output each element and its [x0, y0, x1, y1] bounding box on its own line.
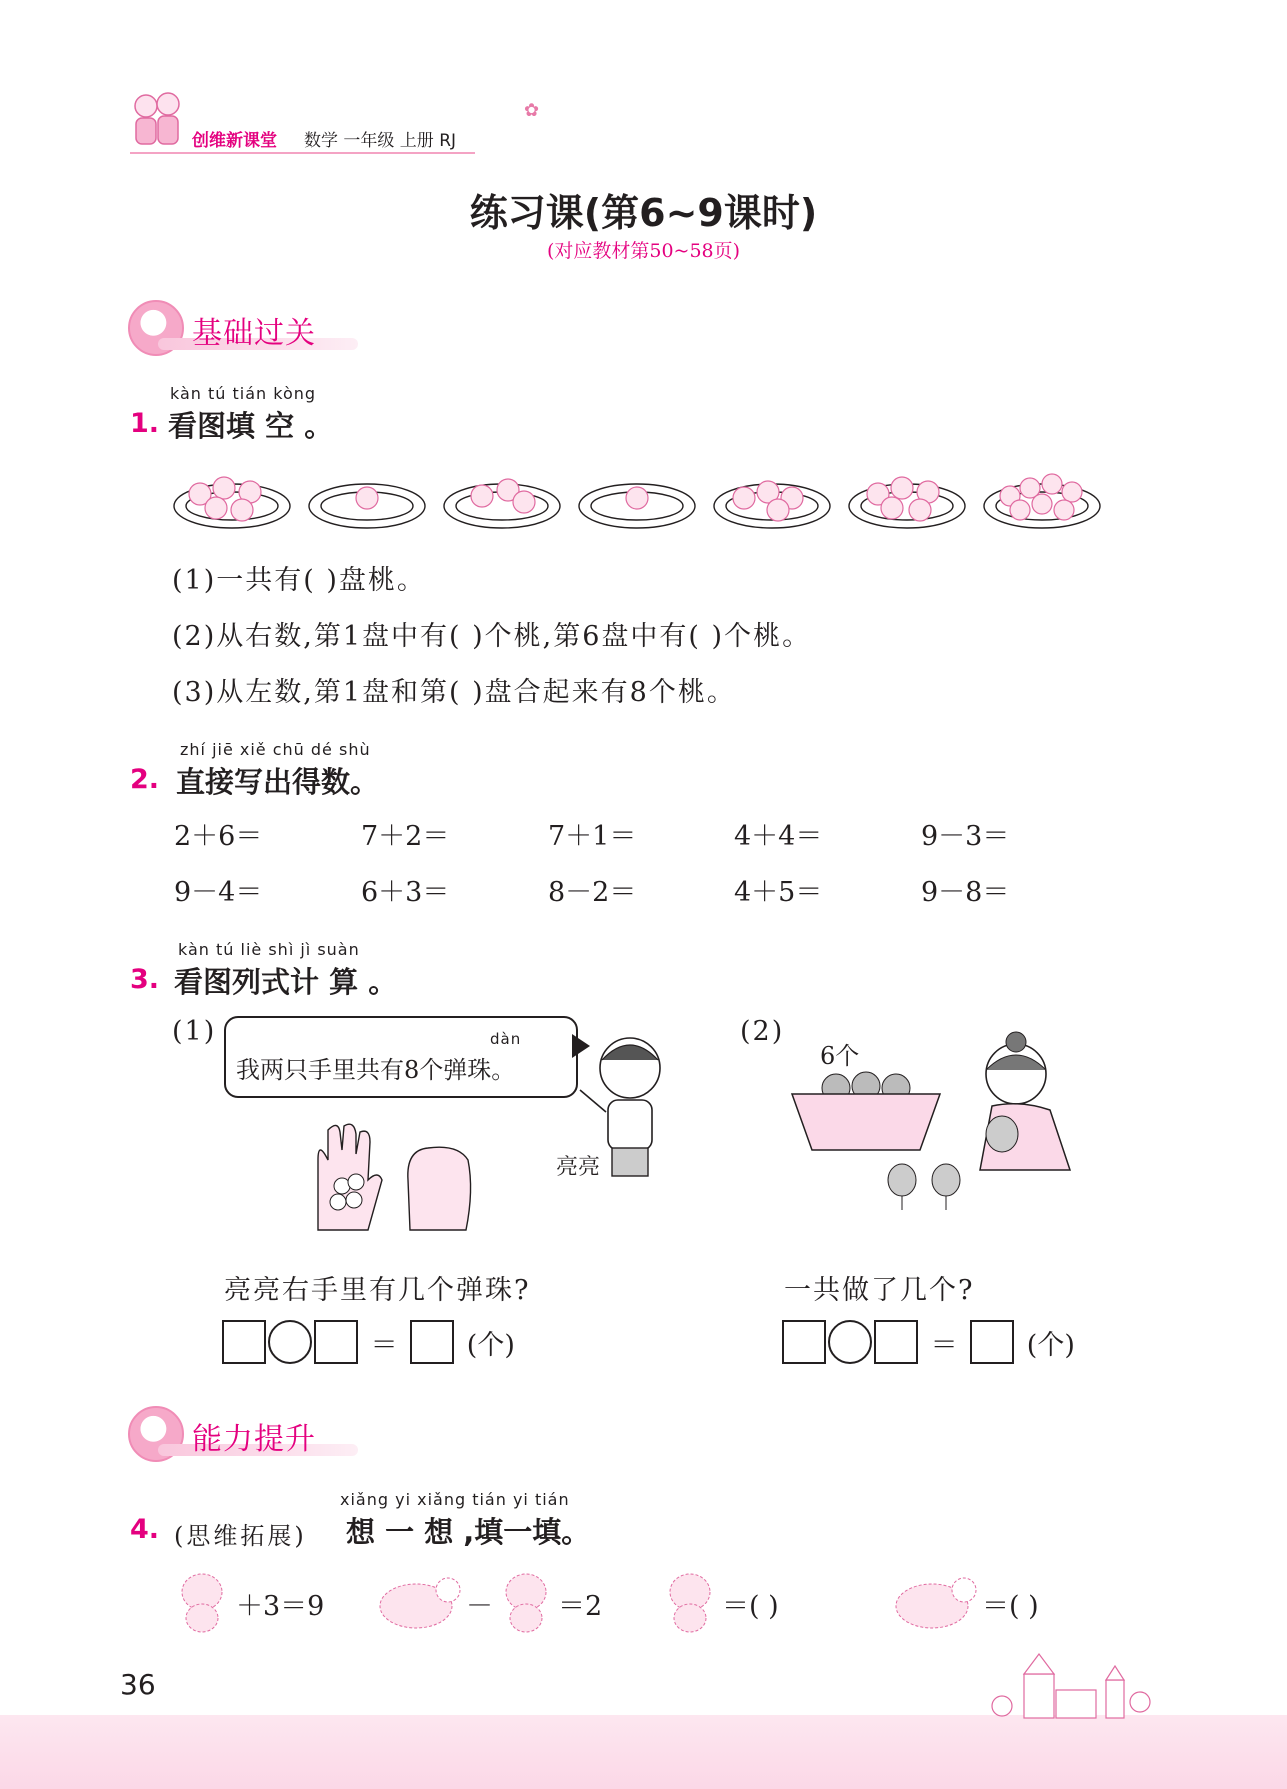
page-title: 练习课(第6~9课时)	[469, 191, 818, 235]
basket-label: 6个	[820, 1042, 860, 1070]
q1-line-1: (1)一共有( )盘桃。	[172, 565, 426, 596]
bubble-pinyin: dàn	[490, 1030, 522, 1048]
butterfly-icon: ✿	[524, 100, 540, 121]
q3-title: 看图列式计 算 。	[174, 965, 398, 999]
q3-part1-label: (1)	[172, 1016, 217, 1047]
q4-number: 4.	[130, 1514, 160, 1545]
q2-eq: 2＋6＝	[174, 821, 263, 852]
q2-eq: 9－3＝	[921, 821, 1010, 852]
footer-band	[0, 1715, 1287, 1789]
turtle-icon	[888, 1566, 982, 1636]
answer-box[interactable]	[410, 1320, 454, 1364]
q4-eq2-minus: －	[466, 1591, 493, 1622]
answer-box[interactable]	[874, 1320, 918, 1364]
dog-icon	[660, 1566, 722, 1636]
q4-eq3: ＝( )	[722, 1591, 779, 1622]
q1-number: 1.	[130, 408, 160, 439]
operator-circle[interactable]	[268, 1320, 312, 1364]
basket-illustration	[786, 1066, 946, 1156]
q3-part2-label: (2)	[740, 1016, 785, 1047]
bubble-text: 我两只手里共有8个弹珠。	[236, 1056, 516, 1084]
dog-icon	[496, 1566, 558, 1636]
page-subtitle: (对应教材第50~58页)	[546, 240, 741, 262]
q3-number: 3.	[130, 964, 160, 995]
section-banner-advanced	[128, 1406, 368, 1460]
q3-pinyin: kàn tú liè shì jì suàn	[178, 940, 360, 959]
q4-eq4: ＝( )	[982, 1591, 1039, 1622]
q2-eq: 7＋1＝	[548, 821, 637, 852]
castle-icon	[990, 1650, 1160, 1720]
q4-title: 想 一 想 ,填一填。	[346, 1515, 591, 1549]
q2-title: 直接写出得数。	[176, 765, 380, 799]
q1-line-3: (3)从左数,第1盘和第( )盘合起来有8个桃。	[172, 677, 736, 708]
boy-name: 亮亮	[556, 1155, 601, 1180]
q2-eq: 9－4＝	[174, 877, 263, 908]
q4-pinyin: xiǎng yi xiǎng tián yi tián	[340, 1490, 570, 1509]
q2-eq: 9－8＝	[921, 877, 1010, 908]
header-brand: 创维新课堂	[192, 131, 277, 151]
q2-eq: 8－2＝	[548, 877, 637, 908]
q1-line-2: (2)从右数,第1盘中有( )个桃,第6盘中有( )个桃。	[172, 621, 812, 652]
operator-circle[interactable]	[828, 1320, 872, 1364]
header-meta: 数学 一年级 上册 RJ	[304, 131, 457, 151]
page-number: 36	[120, 1668, 156, 1701]
answer-box[interactable]	[782, 1320, 826, 1364]
q2-eq: 6＋3＝	[361, 877, 450, 908]
section-title: 能力提升	[192, 1422, 316, 1457]
q2-number: 2.	[130, 764, 160, 795]
q1-title: 看图填 空 。	[168, 409, 334, 443]
hands-illustration	[298, 1120, 498, 1240]
peach-plates	[172, 460, 1112, 540]
section-banner-basic	[128, 300, 368, 354]
answer-box[interactable]	[222, 1320, 266, 1364]
q4-tag: (思维拓展)	[174, 1522, 307, 1550]
q3-part2-question: 一共做了几个?	[784, 1275, 975, 1306]
q3-part2-answer: ＝ (个)	[782, 1320, 1079, 1364]
q4-eq2-tail: ＝2	[558, 1591, 603, 1622]
answer-box[interactable]	[970, 1320, 1014, 1364]
q2-pinyin: zhí jiē xiě chū dé shù	[180, 740, 371, 759]
q4-eq1: ＋3＝9	[236, 1591, 325, 1622]
lanterns-illustration	[880, 1156, 980, 1216]
header-underline	[130, 152, 475, 154]
header-mascot	[128, 90, 188, 154]
q2-eq: 7＋2＝	[361, 821, 450, 852]
dog-icon	[172, 1566, 234, 1636]
turtle-icon	[372, 1566, 466, 1636]
answer-box[interactable]	[314, 1320, 358, 1364]
q2-eq: 4＋5＝	[734, 877, 823, 908]
q3-part1-answer: ＝ (个)	[222, 1320, 519, 1364]
q2-eq: 4＋4＝	[734, 821, 823, 852]
q3-part1-question: 亮亮右手里有几个弹珠?	[224, 1275, 531, 1306]
q1-pinyin: kàn tú tián kòng	[170, 384, 317, 403]
section-title: 基础过关	[192, 316, 316, 351]
